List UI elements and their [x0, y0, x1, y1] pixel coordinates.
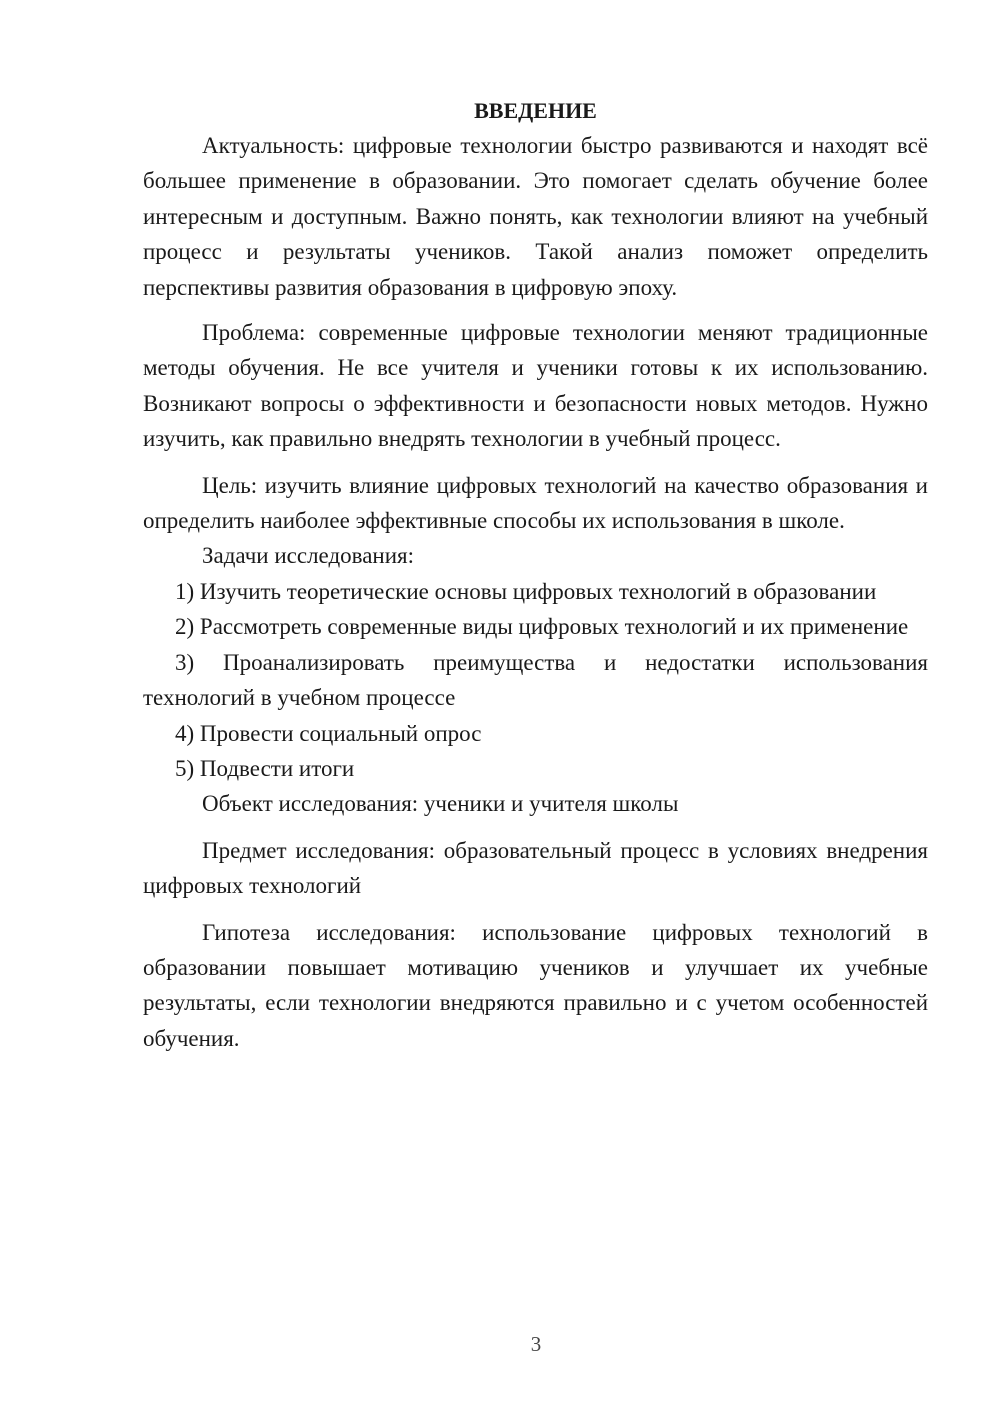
tasks-heading: Задачи исследования: [202, 543, 415, 569]
goal-paragraph: Цель: изучить влияние цифровых технологий на качество образования и определить наиболее эффективные способы их использования в школе. [143, 472, 928, 534]
task-item: 2) Рассмотреть современные виды цифровых технологий и их применение [175, 614, 909, 640]
relevance-paragraph: Актуальность: цифровые технологии быстро развиваются и находят всё большее применение в образовании. Это помогает сделать обучение более интересным и доступным. Важно понять, как технологии влияют на учебный процесс и результаты учеников. Такой анализ поможет определить перспективы развития образования в цифровую эпоху. [143, 133, 928, 300]
task-item: 3) Проанализировать преимущества и недостатки использования технологий в учебном процессе [143, 649, 928, 711]
tasks-list [143, 574, 928, 786]
task-item: 1) Изучить теоретические основы цифровых технологий в образовании [175, 578, 877, 604]
subject-paragraph: Предмет исследования: образовательный процесс в условиях внедрения цифровых технологий [143, 837, 928, 899]
task-item: 5) Подвести итоги [175, 755, 355, 781]
page-content [143, 93, 928, 1056]
problem-paragraph: Проблема: современные цифровые технологии меняют традиционные методы обучения. Не все учителя и ученики готовы к их использованию. Возникают вопросы о эффективности и безопасности новых методов. Нужно изучить, как правильно внедрять технологии в учебный процесс. [143, 320, 928, 452]
object-paragraph: Объект исследования: ученики и учителя школы [202, 791, 679, 817]
task-item: 4) Провести социальный опрос [175, 720, 482, 746]
section-title: ВВЕДЕНИЕ [474, 98, 597, 123]
hypothesis-paragraph: Гипотеза исследования: использование цифровых технологий в образовании повышает мотивацию учеников и улучшает их учебные результаты, если технологии внедряются правильно и с учетом особенностей обучения. [143, 919, 928, 1051]
page-number: 3 [530, 1332, 542, 1356]
